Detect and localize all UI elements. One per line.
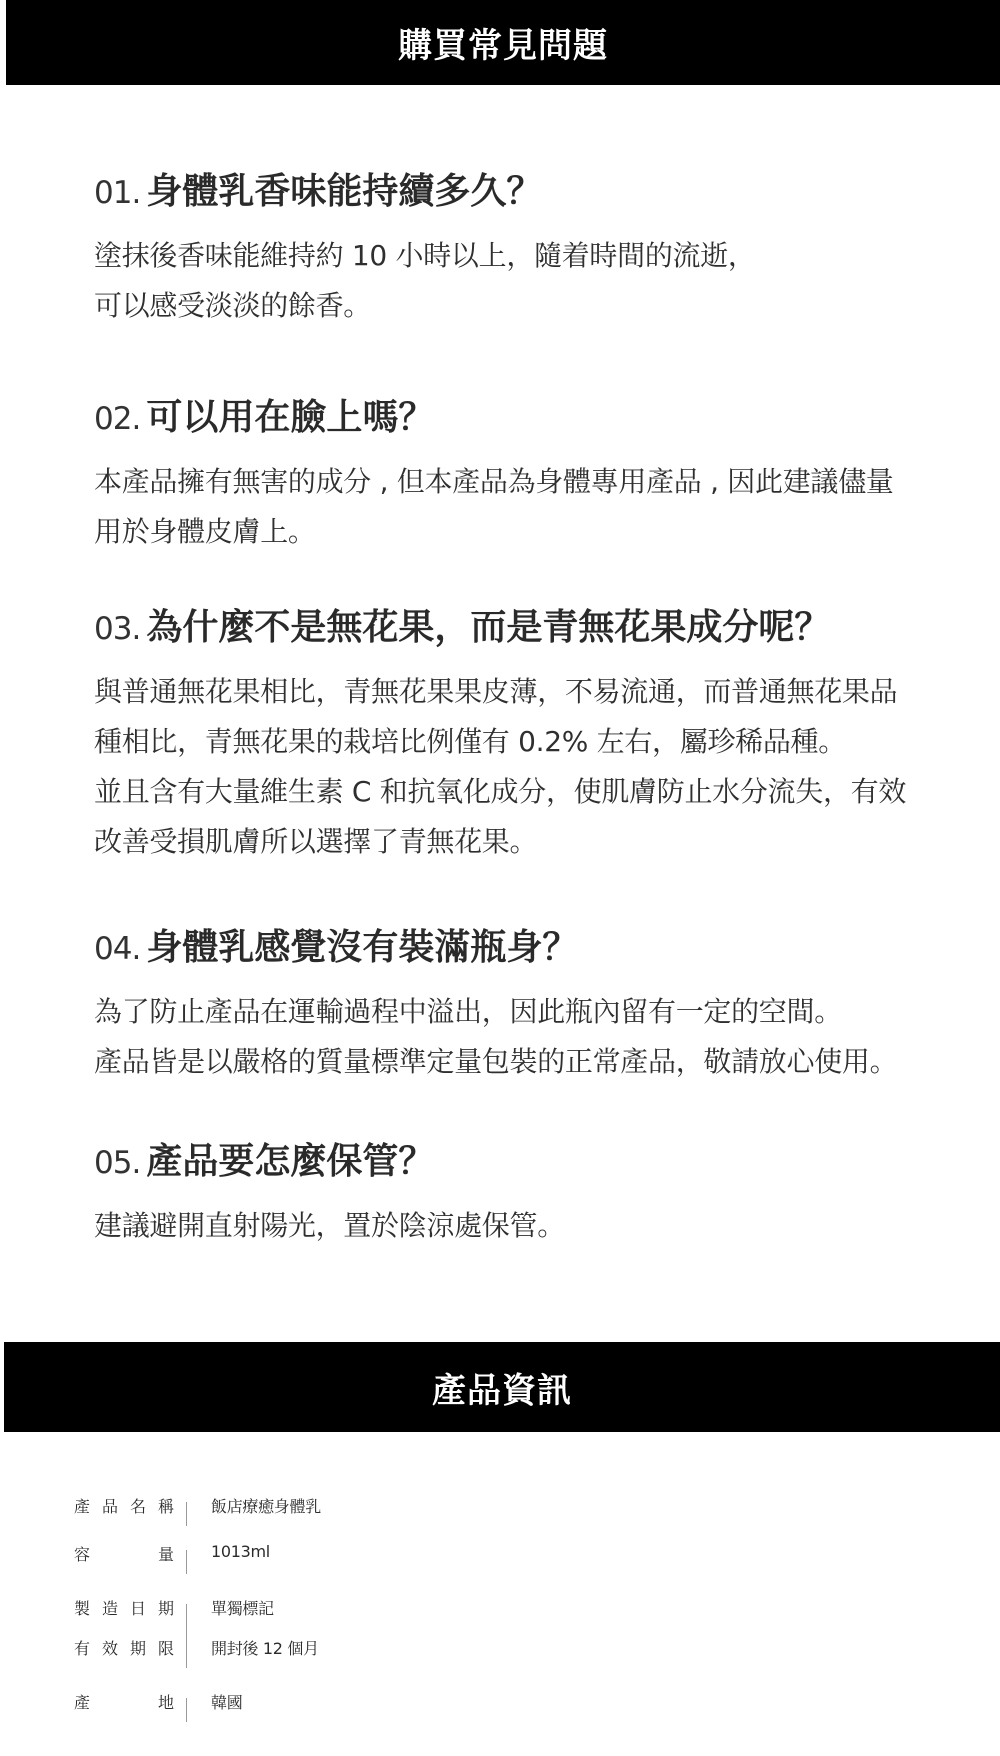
faq-question-text: 為什麼不是無花果，而是青無花果成分呢？ <box>146 607 831 648</box>
product-info-table <box>74 1494 321 1738</box>
faq-item-05 <box>94 1140 934 1251</box>
faq-question <box>94 396 934 441</box>
info-row-dates <box>74 1596 321 1676</box>
faq-question <box>94 606 934 651</box>
faq-question-text: 身體乳香味能持續多久？ <box>146 171 543 212</box>
info-row-volume <box>74 1542 321 1582</box>
faq-question <box>94 1140 934 1185</box>
info-value: 開封後 12 個月 <box>211 1639 319 1658</box>
faq-answer-line: 改善受損肌膚所以選擇了青無花果。 <box>94 825 538 858</box>
faq-number: 01. <box>94 175 141 211</box>
faq-question-text: 產品要怎麼保管？ <box>146 1141 435 1182</box>
faq-answer <box>94 667 934 867</box>
faq-answer <box>94 1201 934 1251</box>
faq-answer-line: 可以感受淡淡的餘香。 <box>94 289 372 322</box>
faq-item-02 <box>94 396 934 557</box>
faq-item-04 <box>94 926 934 1087</box>
info-label: 製造日期 <box>74 1599 174 1618</box>
info-row-name <box>74 1494 321 1534</box>
faq-item-01 <box>94 170 934 331</box>
faq-question-text: 可以用在臉上嗎？ <box>146 397 435 438</box>
faq-answer-line: 產品皆是以嚴格的質量標準定量包裝的正常產品，敬請放心使用。 <box>94 1045 898 1078</box>
faq-answer-line: 塗抹後香味能維持約 10 小時以上，隨着時間的流逝， <box>94 239 756 272</box>
faq-answer-line: 與普通無花果相比，青無花果果皮薄，不易流通，而普通無花果品 <box>94 675 898 708</box>
faq-answer <box>94 231 934 331</box>
faq-section-title: 購買常見問題 <box>398 26 608 66</box>
faq-question-text: 身體乳感覺沒有裝滿瓶身？ <box>146 927 579 968</box>
faq-section-header <box>6 0 1000 85</box>
info-value: 韓國 <box>211 1693 243 1712</box>
info-label: 容量 <box>74 1545 174 1564</box>
info-label: 產地 <box>74 1693 174 1712</box>
faq-answer-line: 並且含有大量維生素 C 和抗氧化成分，使肌膚防止水分流失，有效 <box>94 775 907 808</box>
info-value: 1013ml <box>211 1542 270 1561</box>
faq-answer-line: 本產品擁有無害的成分 , 但本產品為身體專用產品 , 因此建議儘量 <box>94 465 894 498</box>
info-label: 有效期限 <box>74 1639 174 1658</box>
faq-question <box>94 926 934 971</box>
faq-number: 04. <box>94 931 141 967</box>
info-label: 產品名稱 <box>74 1497 174 1516</box>
faq-answer-line: 為了防止產品在運輸過程中溢出，因此瓶內留有一定的空間。 <box>94 995 842 1028</box>
faq-item-03 <box>94 606 934 867</box>
info-value: 單獨標記 <box>211 1599 274 1618</box>
info-row-origin <box>74 1690 321 1730</box>
info-section-header <box>4 1342 1000 1432</box>
info-section-title: 產品資訊 <box>432 1370 572 1411</box>
faq-answer-line: 種相比，青無花果的栽培比例僅有 0.2% 左右，屬珍稀品種。 <box>94 725 846 758</box>
faq-number: 02. <box>94 401 141 437</box>
info-value: 飯店療癒身體乳 <box>211 1497 321 1516</box>
faq-question <box>94 170 934 215</box>
faq-answer <box>94 457 934 557</box>
faq-answer-line: 建議避開直射陽光，置於陰涼處保管。 <box>94 1209 565 1242</box>
faq-answer <box>94 987 934 1087</box>
faq-number: 05. <box>94 1145 141 1181</box>
faq-number: 03. <box>94 611 141 647</box>
faq-answer-line: 用於身體皮膚上。 <box>94 515 316 548</box>
